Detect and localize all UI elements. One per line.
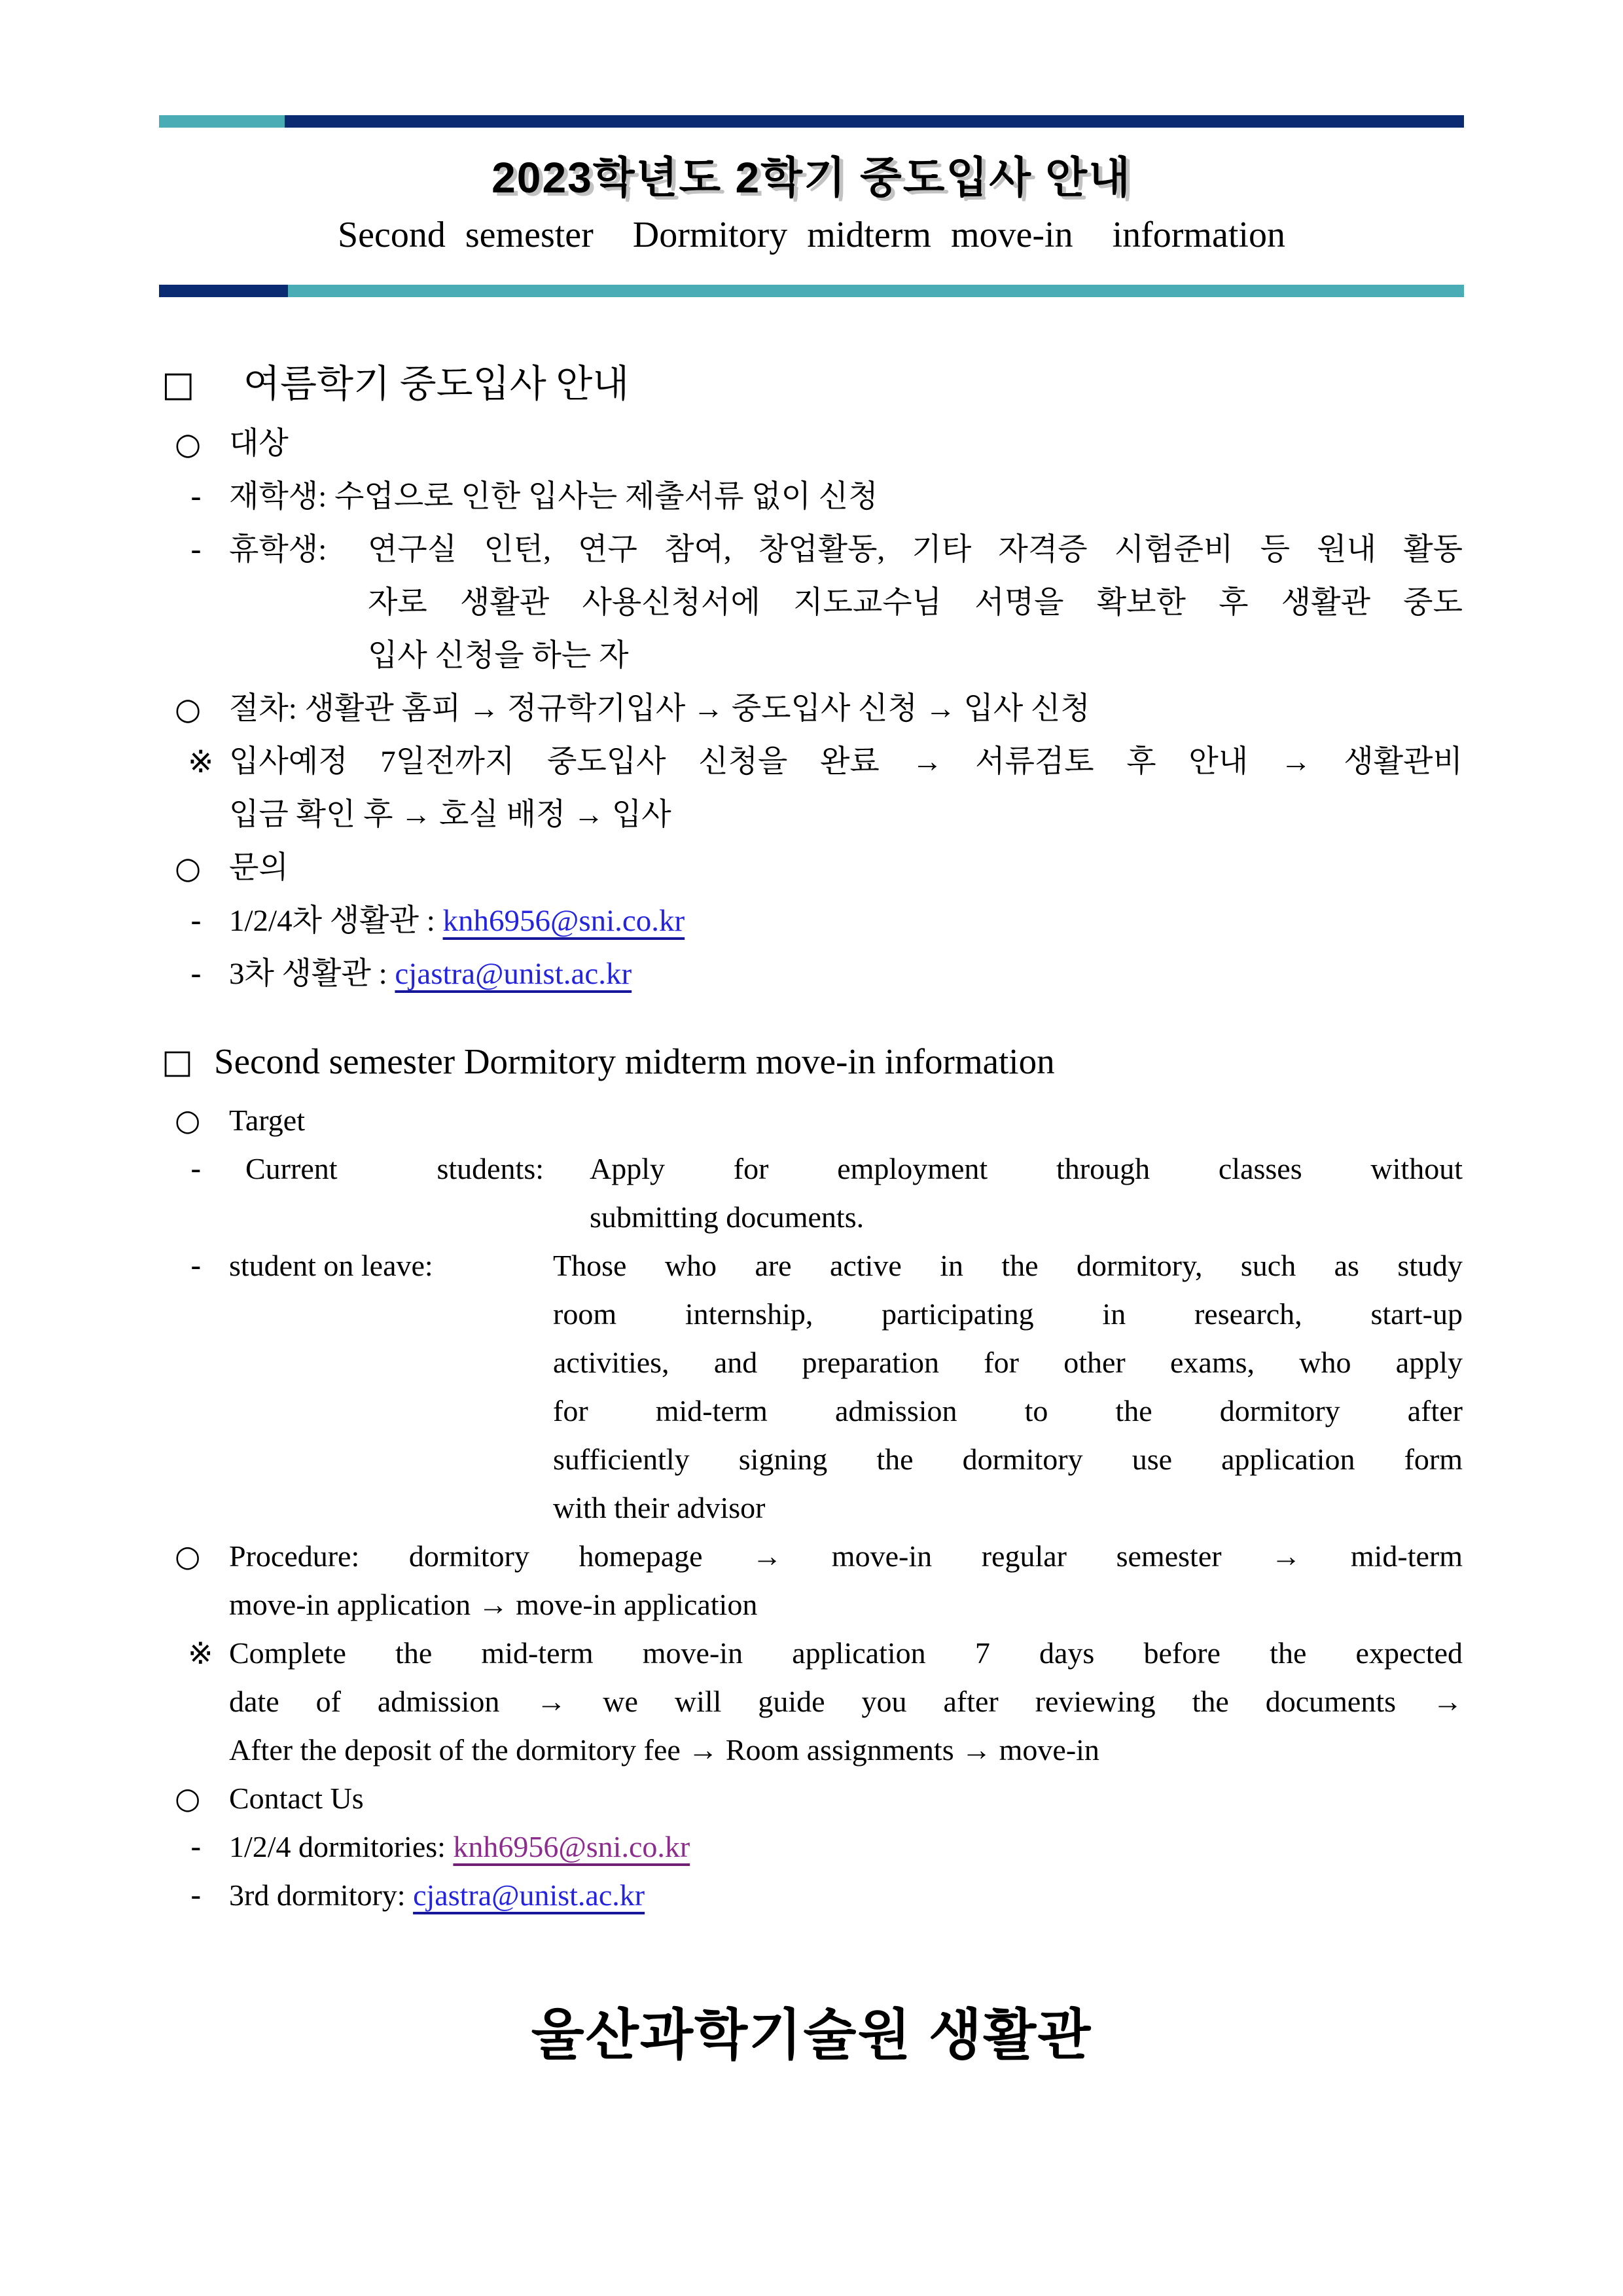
- circle-bullet-icon: ○: [175, 426, 202, 461]
- header-rule-top-accent-segment: [159, 115, 285, 128]
- paragraph-line: Complete the mid-term move-in application 7 days before the expected: [229, 1636, 1463, 1670]
- ko-section-heading: [160, 360, 1463, 408]
- circle-bullet-icon: ○: [175, 691, 202, 726]
- en-contact-1-line: [229, 1823, 1463, 1871]
- paragraph-line: submitting documents.: [590, 1200, 865, 1234]
- dash-bullet-icon: -: [190, 956, 202, 992]
- dash-bullet-icon: -: [190, 903, 202, 939]
- ko-contact-2-row: [160, 948, 1463, 1001]
- paragraph-line: 입사예정 7일전까지 중도입사 신청을 완료 → 서류검토 후 안내 → 생활관비: [229, 745, 1463, 779]
- paragraph-line: 자로 생활관 사용신청서에 지도교수님 서명을 확보한 후 생활관 중도: [368, 586, 1463, 620]
- circle-bullet-icon: ○: [175, 1781, 201, 1816]
- paragraph-line: with their advisor: [553, 1491, 766, 1524]
- ko-note-paragraph: [229, 736, 1463, 842]
- en-contact-us-row: [160, 1774, 1463, 1823]
- ko-contact-1-line: [229, 895, 1463, 948]
- en-contact-1-prefix: 1/2/4 dormitories:: [229, 1830, 454, 1863]
- ko-inquiry-text: 문의: [229, 851, 289, 885]
- paragraph-line: Apply for employment through classes without: [590, 1152, 1463, 1185]
- ko-inquiry-row: [160, 842, 1463, 895]
- reference-mark-icon: ※: [188, 1636, 213, 1671]
- paragraph-line: for mid-term admission to the dormitory after: [553, 1394, 1463, 1427]
- paragraph-line: Those who are active in the dormitory, such as study: [553, 1249, 1463, 1282]
- ko-contact-2-line: [229, 948, 1463, 1001]
- circle-bullet-icon: ○: [175, 850, 202, 886]
- header-rule-top-main-segment: [285, 115, 1464, 128]
- dash-bullet-icon: -: [190, 479, 202, 515]
- dash-bullet-icon: -: [190, 1248, 202, 1283]
- ko-procedure-row: [160, 683, 1463, 736]
- header-rule-top: [159, 115, 1464, 128]
- paragraph-line: 입금 확인 후 → 호실 배정 → 입사: [229, 798, 671, 832]
- document-body: [160, 360, 1463, 2068]
- en-current-students-row: [160, 1145, 1463, 1242]
- document-subtitle-en: Second semester Dormitory midterm move-in information: [338, 215, 1285, 255]
- dash-bullet-icon: -: [190, 532, 202, 568]
- dash-bullet-icon: -: [190, 1151, 202, 1187]
- en-procedure-paragraph: [229, 1532, 1463, 1629]
- paragraph-line: 입사 신청을 하는 자: [368, 639, 629, 673]
- email-link-knh6956-visited[interactable]: knh6956@sni.co.kr: [453, 1830, 690, 1863]
- en-note-paragraph: [229, 1629, 1463, 1774]
- paragraph-line: sufficiently signing the dormitory use application form: [553, 1443, 1463, 1476]
- en-contact-1-row: [160, 1823, 1463, 1871]
- dash-bullet-icon: -: [190, 1878, 202, 1913]
- en-student-on-leave-paragraph: [553, 1242, 1463, 1532]
- en-contact-us-text: Contact Us: [229, 1782, 364, 1815]
- ko-contact-1-prefix: 1/2/4차 생활관 :: [229, 904, 443, 938]
- ko-current-students-row: [160, 471, 1463, 524]
- en-target-row: [160, 1096, 1463, 1145]
- ko-target-row: [160, 418, 1463, 471]
- header-rule-bottom-accent-segment: [159, 285, 288, 297]
- en-section-heading-text: Second semester Dormitory midterm move-in information: [214, 1041, 1055, 1081]
- en-current-students-label: Current students:: [245, 1152, 544, 1185]
- square-bullet-icon: □: [162, 363, 195, 404]
- en-student-on-leave-row: [160, 1242, 1463, 1532]
- ko-procedure-text: 절차: 생활관 홈피 → 정규학기입사 → 중도입사 신청 → 입사 신청: [229, 692, 1090, 726]
- ko-student-on-leave-row: [160, 524, 1463, 683]
- ko-target-text: 대상: [229, 427, 289, 461]
- footer-organization-name: 울산과학기술원 생활관: [531, 2004, 1092, 2066]
- paragraph-line: room internship, participating in research, start-up: [553, 1297, 1463, 1331]
- header-rule-bottom: [159, 285, 1464, 297]
- en-section-heading: [160, 1037, 1463, 1086]
- ko-note-row: [160, 736, 1463, 842]
- ko-student-on-leave-paragraph: [368, 524, 1463, 683]
- paragraph-line: Procedure: dormitory homepage → move-in regular semester → mid-term: [229, 1539, 1463, 1573]
- ko-current-students-text: 재학생: 수업으로 인한 입사는 제출서류 없이 신청: [229, 480, 878, 514]
- paragraph-line: date of admission → we will guide you after reviewing the documents →: [229, 1685, 1463, 1718]
- square-bullet-icon: □: [162, 1042, 193, 1081]
- reference-mark-icon: ※: [188, 744, 214, 780]
- header-rule-bottom-main-segment: [288, 285, 1464, 297]
- paragraph-line: 연구실 인턴, 연구 참여, 창업활동, 기타 자격증 시험준비 등 원내 활동: [368, 533, 1463, 567]
- paragraph-line: activities, and preparation for other exams, who apply: [553, 1346, 1463, 1379]
- en-current-students-paragraph: [590, 1145, 1463, 1242]
- ko-section-heading-text: 여름학기 중도입사 안내: [243, 363, 630, 405]
- paragraph-line: After the deposit of the dormitory fee → Room assignments → move-in: [229, 1733, 1099, 1767]
- en-student-on-leave-label: student on leave:: [229, 1249, 433, 1282]
- en-target-text: Target: [229, 1103, 305, 1137]
- email-link-cjastra-en[interactable]: cjastra@unist.ac.kr: [413, 1878, 645, 1912]
- ko-contact-2-prefix: 3차 생활관 :: [229, 957, 395, 991]
- document-title-ko: 2023학년도 2학기 중도입사 안내: [491, 153, 1132, 202]
- email-link-cjastra[interactable]: cjastra@unist.ac.kr: [395, 957, 632, 991]
- circle-bullet-icon: ○: [175, 1539, 201, 1573]
- ko-student-on-leave-label: 휴학생:: [229, 533, 327, 567]
- circle-bullet-icon: ○: [175, 1103, 201, 1138]
- en-note-row: [160, 1629, 1463, 1774]
- en-contact-2-prefix: 3rd dormitory:: [229, 1878, 414, 1912]
- en-contact-2-line: [229, 1871, 1463, 1920]
- en-contact-2-row: [160, 1871, 1463, 1920]
- ko-contact-1-row: [160, 895, 1463, 948]
- paragraph-line: move-in application → move-in application: [229, 1588, 758, 1621]
- dash-bullet-icon: -: [190, 1829, 202, 1865]
- email-link-knh6956[interactable]: knh6956@sni.co.kr: [442, 904, 685, 938]
- en-procedure-row: [160, 1532, 1463, 1629]
